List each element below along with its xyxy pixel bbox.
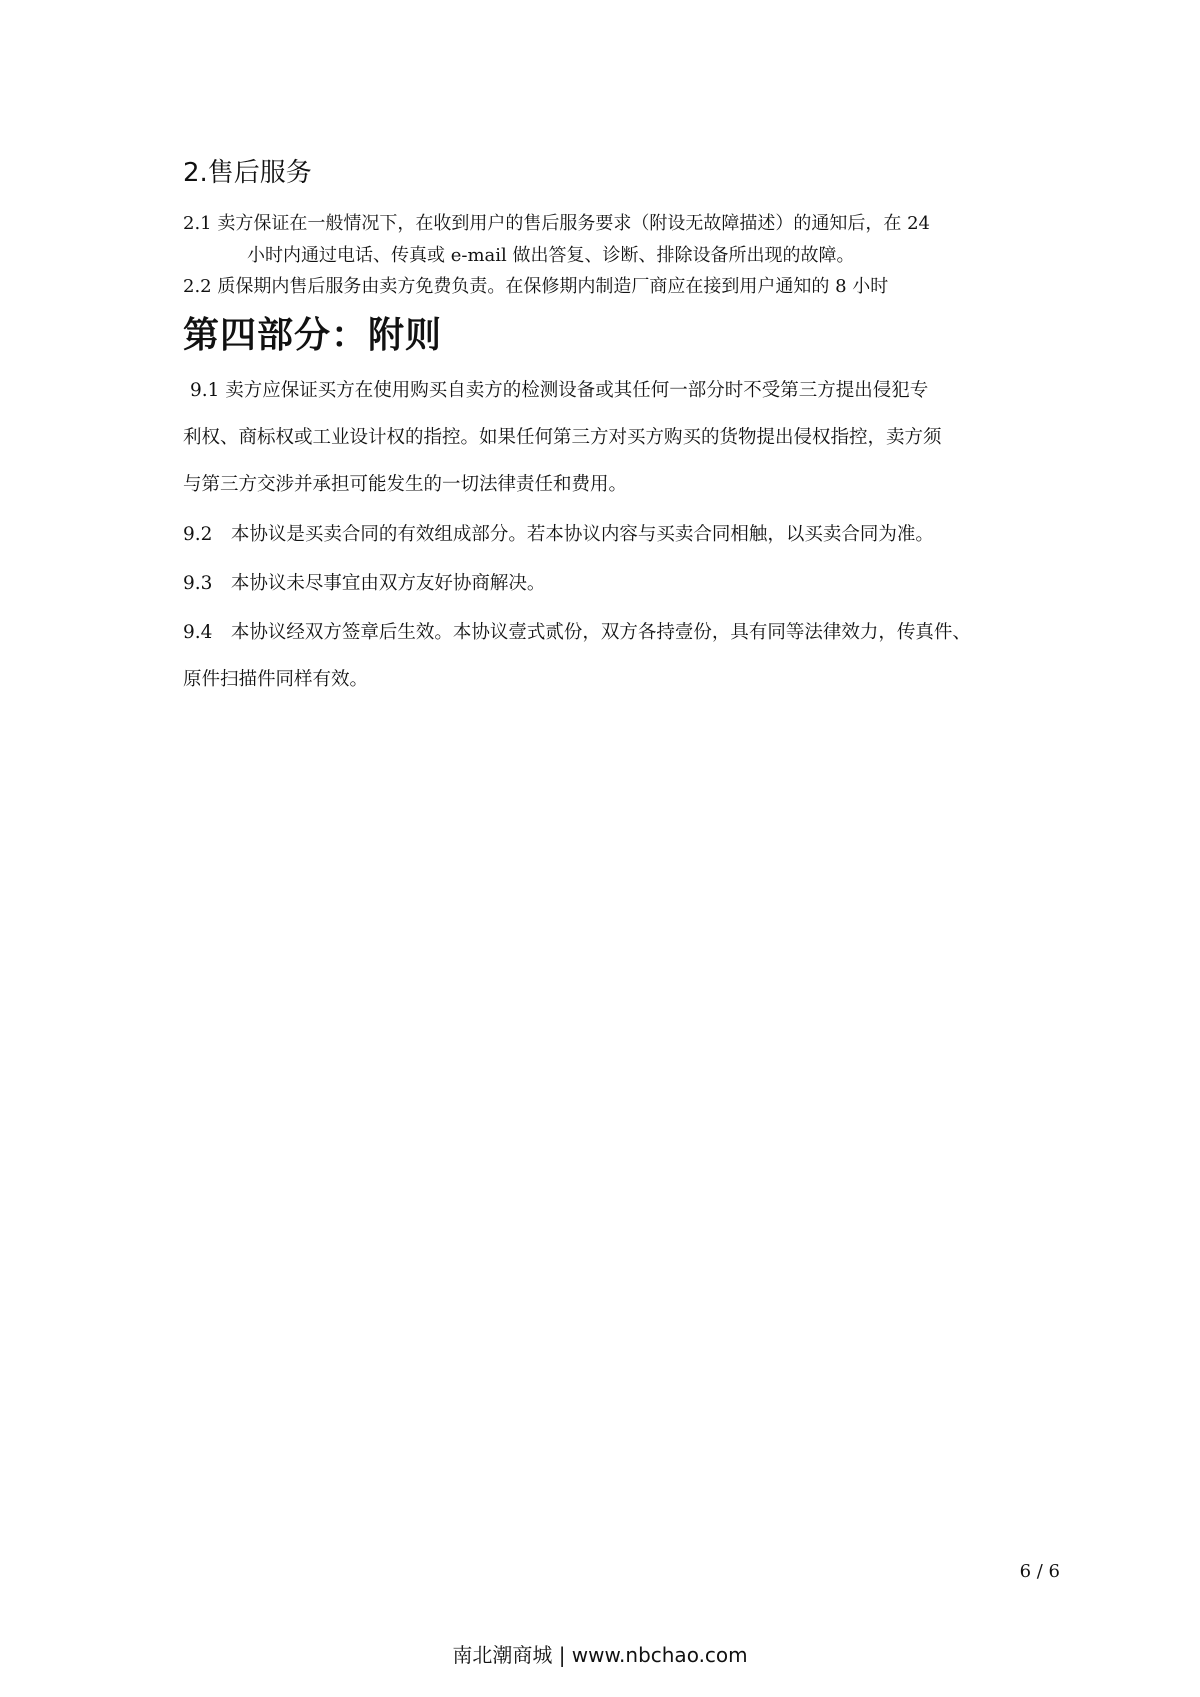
clause-9-1-line-3: 与第三方交涉并承担可能发生的一切法律责任和费用。 [183,474,628,495]
clause-9-4-line-2: 原件扫描件同样有效。 [183,669,369,690]
page-number: 6 / 6 [1019,1561,1060,1582]
clause-2-1-line-1: 2.1 卖方保证在一般情况下，在收到用户的售后服务要求（附设无故障描述）的通知后，在 24 [183,213,930,234]
clause-2-2: 2.2 质保期内售后服务由卖方免费负责。在保修期内制造厂商应在接到用户通知的 8 小时 [183,276,889,297]
part-heading-supplementary-provisions: 第四部分：附则 [183,315,443,356]
clause-9-1-line-2: 利权、商标权或工业设计权的指控。如果任何第三方对买方购买的货物提出侵权指控，卖方须 [183,427,942,448]
clause-9-2: 9.2 本协议是买卖合同的有效组成部分。若本协议内容与买卖合同相触，以买卖合同为准。 [183,524,934,545]
clause-9-3: 9.3 本协议未尽事宜由双方友好协商解决。 [183,573,546,594]
footer-brand: 南北潮商城 | www.nbchao.com [452,1643,748,1667]
clause-2-1-line-2: 小时内通过电话、传真或 e-mail 做出答复、诊断、排除设备所出现的故障。 [247,245,855,266]
clause-9-1-line-1: 9.1 卖方应保证买方在使用购买自卖方的检测设备或其任何一部分时不受第三方提出侵犯专 [190,380,929,401]
section-heading-after-sales: 2.售后服务 [183,158,312,188]
clause-9-4-line-1: 9.4 本协议经双方签章后生效。本协议壹式贰份，双方各持壹份，具有同等法律效力，传真件、 [183,622,971,643]
